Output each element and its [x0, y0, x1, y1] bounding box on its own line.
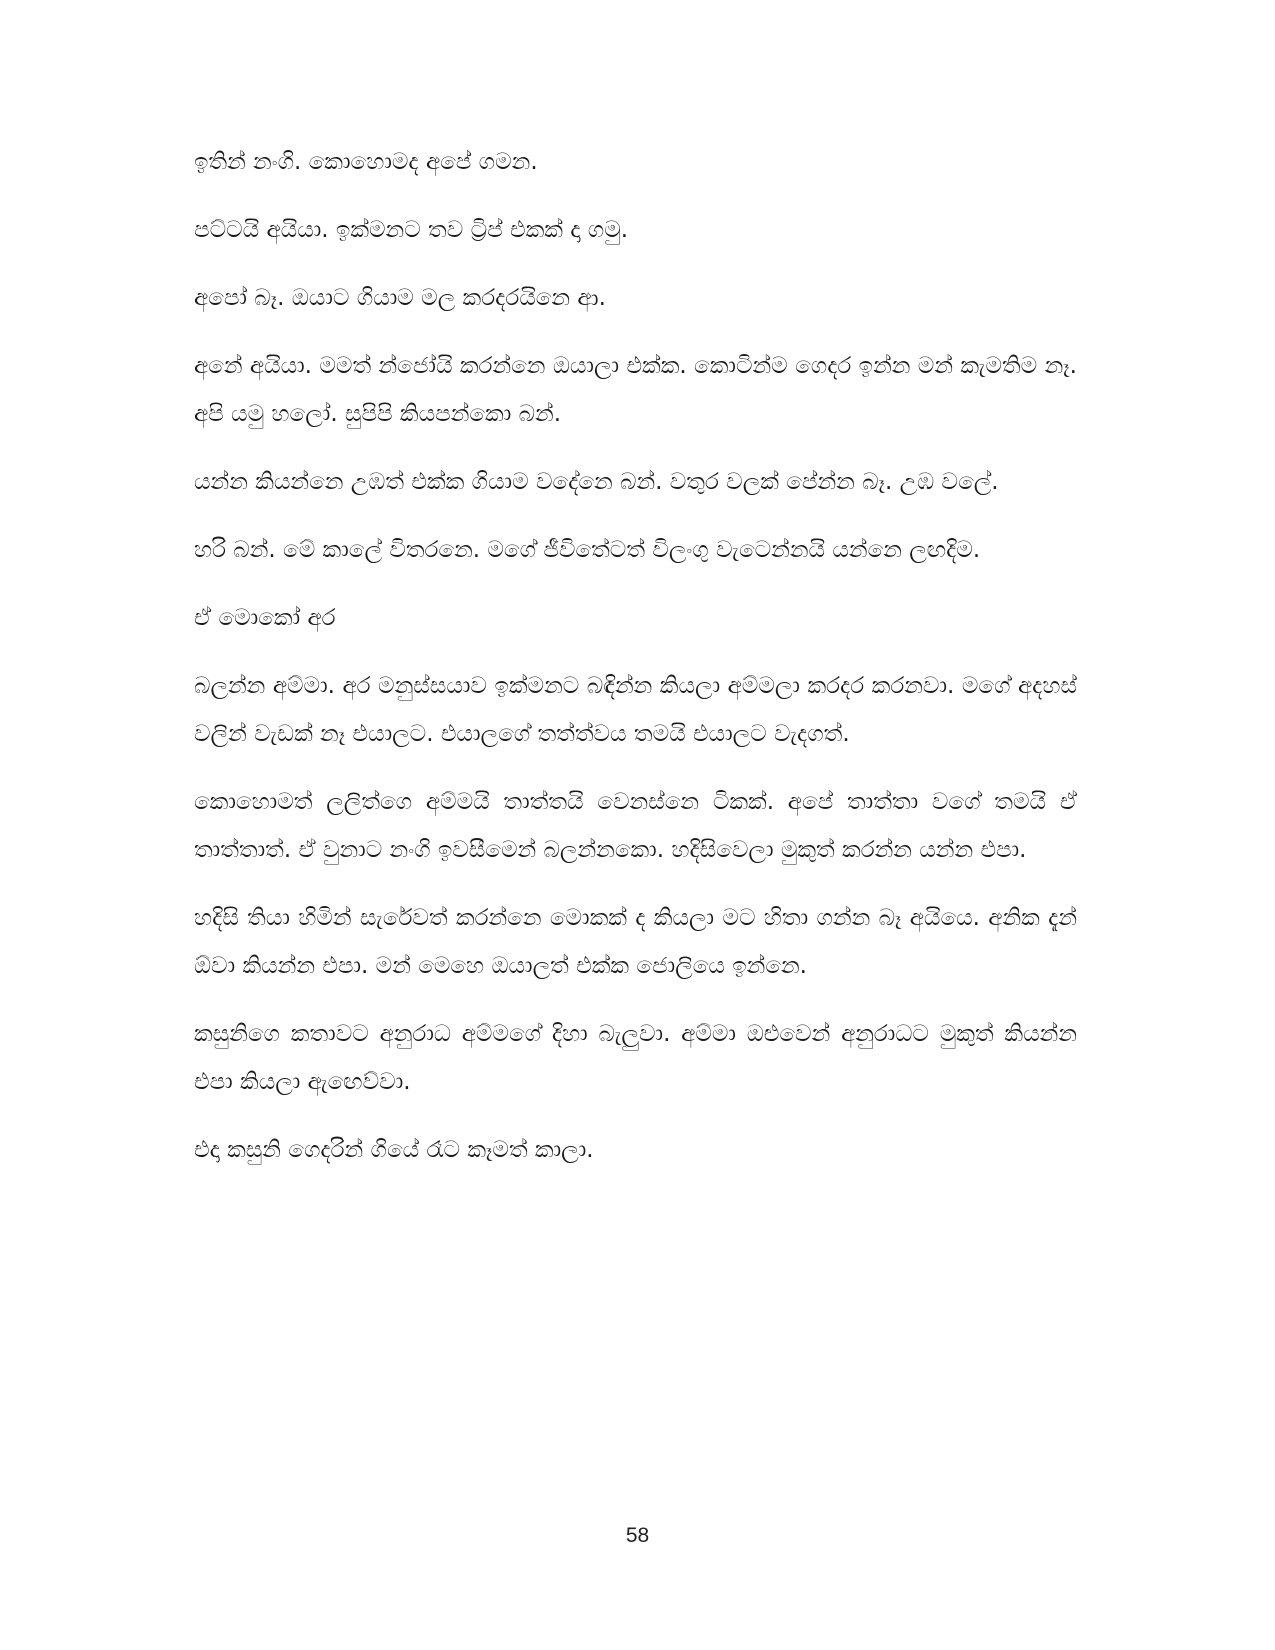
paragraph: එදා කසුනි ගෙදරින් ගියේ රෑට කෑමත් කාලා.	[194, 1137, 594, 1163]
paragraph: ඒ මොකෝ අර	[194, 605, 336, 631]
paragraph: ඉතින් නංගි. කොහොමද අපේ ගමන.	[194, 149, 538, 175]
paragraph: කසුනිගෙ කතාවට අනුරාධ අම්මගේ දිහා බැලුවා. අම්මා ඔළුවෙන් අනුරාධට මුකුත් කියන්න එපා කියලා ඇඟෙව්වා.	[194, 1021, 1077, 1095]
paragraph: පට්ටයි අයියා. ඉක්මනට තව ට්‍රිප් එකක් දා ගමු.	[194, 217, 629, 243]
paragraph: අපෝ බෑ. ඔයාට ගියාම මල කරදරයිනෙ ආ.	[194, 285, 606, 311]
paragraph: කොහොමත් ලලිත්ගෙ අම්මයි තාත්තයි වෙනස්නෙ ටිකක්. අපේ තාත්තා වගේ තමයි ඒ තාත්තාත්. ඒ වුනාට නංගි ඉවසීමෙන් බලන්නකො. හදිසිවෙලා මුකුත් කරන්න යන්න එපා.	[194, 789, 1077, 863]
page-number: 58	[625, 1524, 650, 1547]
paragraph: හරි බන්. මේ කාලේ විතරනෙ. මගේ ජීවිතේටත් විලංගු වැටෙන්නයි යන්නෙ ලඟදිම.	[194, 537, 981, 563]
page-body	[194, 138, 1077, 1194]
paragraph: යන්න කියන්නෙ උඹත් එක්ක ගියාම වදේනෙ බන්. වතුර වලක් පේන්න බෑ. උඹ වලේ.	[194, 469, 999, 495]
paragraph: බලන්න අම්මා. අර මනුස්සයාව ඉක්මනට බඳින්න කියලා අම්මලා කරදර කරනවා. මගේ අදහස් වලින් වැඩක් නෑ එයාලට. එයාලගේ තත්ත්වය තමයි එයාලට වැදගත්.	[194, 673, 1077, 747]
paragraph: හදිසි තියා හිමින් සැරේවත් කරන්නෙ මොකක් ද කියලා මට හිතා ගන්න බෑ අයියෙ. අනික දැන් ඕවා කියන්න එපා. මන් මෙහෙ ඔයාලත් එක්ක ජොලියෙ ඉන්නෙ.	[194, 905, 1077, 979]
paragraph: අනේ අයියා. මමත් න්ජෝයි කරන්නෙ ඔයාලා එක්ක. කොටින්ම ගෙදර ඉන්න මන් කැමතිම නෑ. අපි යමු හලෝ. සුපිපි කියපන්කො බන්.	[194, 353, 1077, 427]
